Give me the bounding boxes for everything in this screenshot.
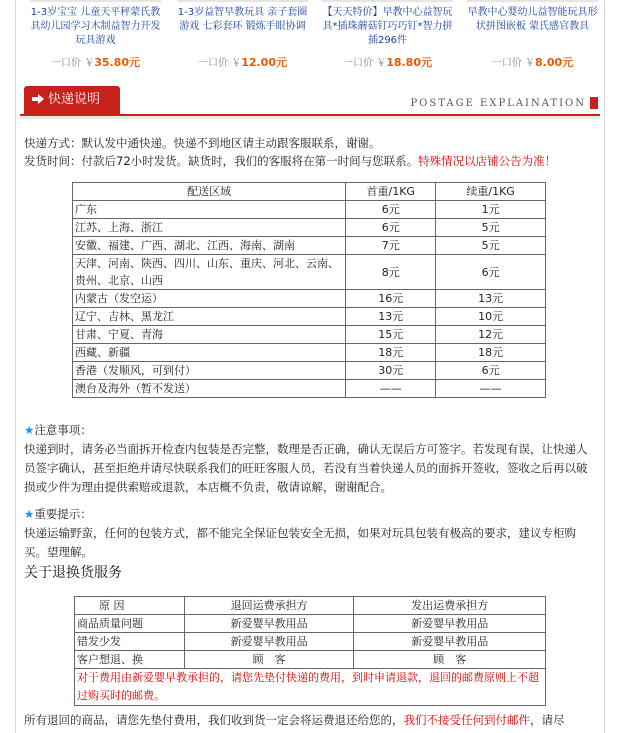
table-row [73, 201, 546, 219]
product-card[interactable] [175, 0, 310, 72]
extra-weight-cell: 13元 [436, 290, 546, 308]
currency-symbol: ￥ [376, 58, 387, 69]
table-header-cell: 首重/1KG [346, 183, 436, 201]
extra-weight-cell: 18元 [436, 344, 546, 362]
first-weight-cell: 8元 [346, 255, 436, 290]
returns-note: 对于费用由新爱婴早教承担的，请您先垫付快递的费用，到时申请退款，退回的邮费原则上不超过购买时的邮费。 [75, 669, 546, 706]
first-weight-cell: 16元 [346, 290, 436, 308]
region-cell: 安徽、福建、广西、湖北、江西、海南、湖南 [73, 237, 346, 255]
reason-cell: 商品质量问题 [75, 615, 185, 633]
returns-title: 关于退换货服务 [24, 565, 122, 581]
region-cell: 西藏、新疆 [73, 344, 346, 362]
first-weight-cell: 13元 [346, 308, 436, 326]
extra-weight-cell: 5元 [436, 237, 546, 255]
first-weight-cell: 6元 [346, 201, 436, 219]
returns-table [74, 596, 546, 706]
first-weight-cell: —— [346, 380, 436, 398]
region-cell: 江苏、上海、浙江 [73, 219, 346, 237]
shipping-method: 快递方式：默认发中通快递。快递不到地区请主动跟客服联系，谢谢。 [24, 136, 381, 150]
table-row [73, 237, 546, 255]
region-cell: 广东 [73, 201, 346, 219]
product-strip [20, 0, 600, 75]
returns-footer-warning: 我们不接受任何到付邮件 [403, 713, 530, 727]
send-payer-cell: 新爱婴早教用品 [354, 615, 546, 633]
region-cell: 辽宁、吉林、黑龙江 [73, 308, 346, 326]
product-name-link[interactable]: 早教中心婴幼儿益智能玩具形状拼图嵌板 蒙氏感官教具 [467, 7, 598, 32]
return-payer-cell: 顾 客 [184, 651, 354, 669]
product-price [28, 54, 163, 70]
price-amount: 35.80元 [94, 56, 140, 69]
important-title: 重要提示： [34, 507, 92, 521]
product-price [465, 54, 600, 70]
price-label: 一口价 [491, 58, 522, 69]
first-weight-cell: 30元 [346, 362, 436, 380]
header-english: POSTAGE EXPLAINATION [410, 98, 586, 109]
product-divider [467, 0, 598, 2]
send-payer-cell: 新爱婴早教用品 [354, 633, 546, 651]
send-payer-cell: 顾 客 [354, 651, 546, 669]
product-divider [30, 0, 161, 2]
currency-symbol: ￥ [84, 58, 95, 69]
first-weight-cell: 15元 [346, 326, 436, 344]
first-weight-cell: 6元 [346, 219, 436, 237]
table-row [75, 615, 546, 633]
table-header-row [75, 597, 546, 615]
extra-weight-cell: —— [436, 380, 546, 398]
table-header-cell: 发出运费承担方 [354, 597, 546, 615]
postage-header [20, 86, 600, 116]
returns-footer [24, 711, 598, 730]
region-cell: 澳台及海外（暂不发送） [73, 380, 346, 398]
table-header-cell: 配送区域 [73, 183, 346, 201]
notice-title: 注意事项： [34, 423, 92, 437]
table-row [73, 380, 546, 398]
price-label: 一口价 [198, 58, 228, 69]
star-icon: ★ [24, 423, 35, 437]
product-card[interactable] [28, 0, 163, 72]
product-divider [322, 0, 453, 2]
notice-body: 快递到时，请务必当面拆开检查内包装是否完整，数理是否正确，确认无误后方可签字。若发现有误，让快递人员签字确认，甚至拒绝并请尽快联系我们的旺旺客服人员，若没有当着快递人员的面拆开签收，签收之后再以破损或少件为理由提供索赔或退款，本店概不负责，敬请谅解，谢谢配合。 [24, 442, 588, 494]
return-payer-cell: 新爱婴早教用品 [184, 633, 354, 651]
header-tab [24, 86, 120, 114]
price-label: 一口价 [343, 58, 373, 69]
reason-cell: 错发少发 [75, 633, 185, 651]
product-name-link[interactable]: 【天天特价】早教中心益智玩具*插珠蘑菇钉巧巧钉*智力拼插296件 [322, 7, 453, 46]
notice-title-line [24, 421, 598, 440]
price-amount: 12.00元 [241, 56, 287, 69]
region-cell: 甘肃、宁夏、青海 [73, 326, 346, 344]
first-weight-cell: 7元 [346, 237, 436, 255]
header-title: 快递说明 [48, 92, 101, 107]
header-shadow [20, 116, 600, 119]
table-row [73, 219, 546, 237]
product-price [175, 54, 310, 70]
extra-weight-cell: 12元 [436, 326, 546, 344]
shipping-time-note: 特殊情况以店铺公告为准！ [418, 154, 557, 168]
returns-footer-end: ，请尽 [530, 713, 565, 727]
shipping-time [24, 152, 598, 171]
table-row [73, 308, 546, 326]
table-header-cell: 续重/1KG [436, 183, 546, 201]
table-row [73, 362, 546, 380]
table-header-row [73, 183, 546, 201]
product-price [320, 54, 455, 70]
price-amount: 18.80元 [386, 56, 432, 69]
extra-weight-cell: 10元 [436, 308, 546, 326]
extra-weight-cell: 6元 [436, 362, 546, 380]
product-divider [177, 0, 308, 2]
shipping-rate-table [72, 182, 546, 398]
shipping-time-text: 发货时间：付款后72小时发货。缺货时，我们的客服将在第一时间与您联系。 [24, 154, 419, 168]
table-row [73, 290, 546, 308]
price-amount: 8.00元 [535, 56, 574, 69]
table-header-cell: 退回运费承担方 [184, 597, 354, 615]
important-title-line [24, 505, 598, 524]
product-name-link[interactable]: 1-3岁益智早教玩具 亲子套圈游戏 七彩套环 锻炼手眼协调 [177, 7, 308, 32]
price-label: 一口价 [51, 58, 81, 69]
header-accent-square [590, 97, 598, 109]
currency-symbol: ￥ [231, 58, 242, 69]
important-body: 快递运输野蛮，任何的包装方式，都不能完全保证包装安全无损，如果对玩具包装有极高的要求，建议专柜购买。望理解。 [24, 526, 576, 559]
table-note-row [75, 669, 546, 706]
returns-footer-text: 所有退回的商品，请您先垫付费用，我们收到货一定会将运费退还给您的， [24, 713, 404, 727]
extra-weight-cell: 5元 [436, 219, 546, 237]
region-cell: 天津、河南、陕西、四川、山东、重庆、河北、云南、贵州、北京、山西 [73, 255, 346, 290]
extra-weight-cell: 6元 [436, 255, 546, 290]
table-row [73, 326, 546, 344]
table-row [75, 651, 546, 669]
region-cell: 香港（发顺风，可到付） [73, 362, 346, 380]
region-cell: 内蒙古（发空运） [73, 290, 346, 308]
star-icon: ★ [24, 507, 35, 521]
product-card[interactable] [320, 0, 455, 72]
extra-weight-cell: 1元 [436, 201, 546, 219]
table-row [73, 344, 546, 362]
product-card[interactable] [465, 0, 600, 72]
return-payer-cell: 新爱婴早教用品 [184, 615, 354, 633]
reason-cell: 客户想退、换 [75, 651, 185, 669]
table-row [75, 633, 546, 651]
currency-symbol: ￥ [525, 58, 536, 69]
product-name-link[interactable]: 1-3岁宝宝 儿童天平秤蒙氏教具幼儿园学习木制益智力开发玩具游戏 [30, 7, 161, 46]
table-row [73, 255, 546, 290]
arrow-right-icon [32, 94, 44, 104]
table-header-cell: 原 因 [75, 597, 185, 615]
first-weight-cell: 18元 [346, 344, 436, 362]
